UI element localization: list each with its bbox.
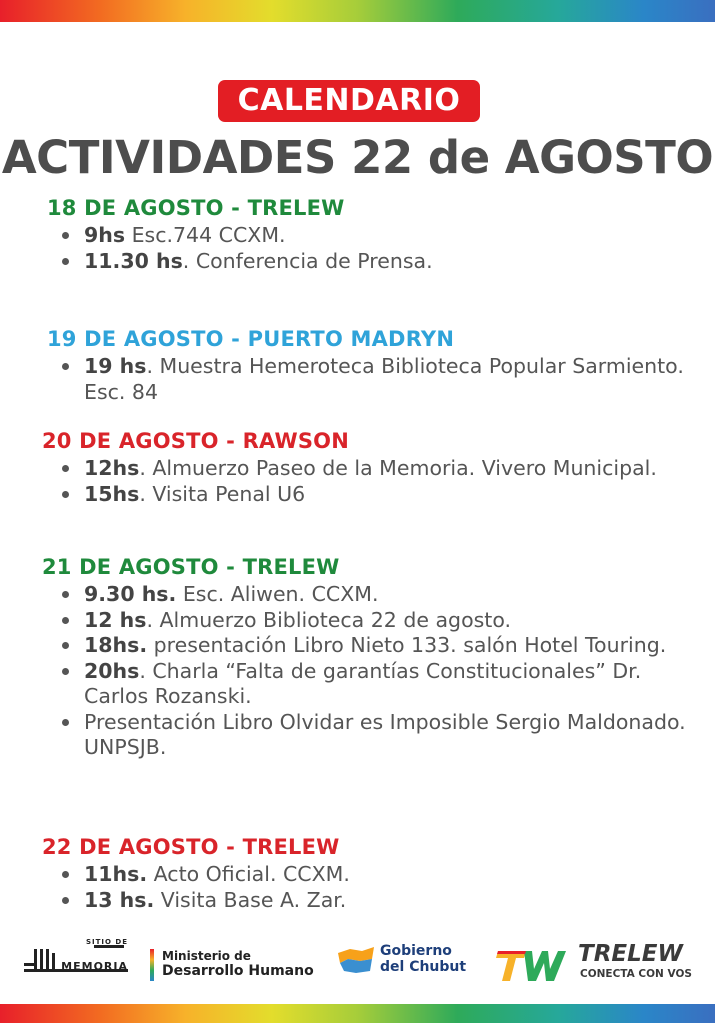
top-rainbow-bar [0, 0, 715, 22]
activity-text: . Charla “Falta de garantías Constitucionales” Dr. Carlos Rozanski. [84, 658, 642, 708]
day-title: 19 DE AGOSTO - PUERTO MADRYN [47, 327, 455, 351]
calendar-badge: CALENDARIO [218, 80, 480, 122]
bottom-rainbow-bar [0, 1004, 715, 1023]
page-title: ACTIVIDADES 22 de AGOSTO [1, 131, 714, 184]
activity-text: Acto Oficial. CCXM. [147, 862, 350, 886]
list-item [0, 888, 715, 914]
sponsor-logos [0, 935, 715, 995]
list-item [0, 582, 715, 608]
activity-time: 11hs. [84, 862, 148, 886]
day-section-20 [0, 428, 715, 507]
day-title: 20 DE AGOSTO - RAWSON [42, 429, 349, 453]
activity-text: Esc.744 CCXM. [125, 223, 286, 247]
activity-text: . Almuerzo Biblioteca 22 de agosto. [146, 607, 512, 632]
bullet-icon [62, 232, 69, 239]
activity-time: 20hs [84, 658, 140, 683]
bullet-icon [62, 871, 69, 878]
activity-list [0, 582, 715, 761]
ministerio-line2: Desarrollo Humano [162, 963, 314, 979]
activity-time: 12hs [84, 456, 140, 480]
list-item [0, 249, 715, 275]
chubut-line1: Gobierno [380, 943, 452, 959]
activity-list [0, 354, 715, 405]
bullet-icon [62, 617, 69, 624]
day-title: 21 DE AGOSTO - TRELEW [42, 555, 340, 579]
activity-text: presentación Libro Nieto 133. salón Hotel Touring. [147, 633, 667, 657]
bullet-icon [62, 668, 69, 675]
chubut-line2: del Chubut [380, 959, 467, 975]
activity-time: 18hs. [84, 633, 148, 657]
list-item [0, 482, 715, 508]
activity-time: 15hs [84, 481, 140, 506]
bullet-icon [62, 491, 69, 498]
bullet-icon [62, 591, 69, 598]
activity-time: 11.30 hs [84, 248, 183, 273]
day-section-22 [0, 834, 715, 913]
activity-text: . Visita Penal U6 [139, 481, 306, 506]
trelew-name: TRELEW [578, 941, 683, 967]
day-section-18 [0, 195, 715, 274]
activity-text: Presentación Libro Olvidar es Imposible Sergio Maldonado. UNPSJB. [84, 709, 686, 759]
ministerio-bar-icon [150, 949, 154, 981]
activity-time: 9hs [84, 223, 126, 247]
trelew-tw-icon [496, 945, 568, 985]
bullet-icon [62, 719, 69, 726]
bullet-icon [62, 465, 69, 472]
activity-text: . Almuerzo Paseo de la Memoria. Vivero Municipal. [139, 456, 657, 480]
activity-list [0, 862, 715, 913]
list-item [0, 862, 715, 888]
activity-time: 19 hs [84, 354, 147, 378]
list-item [0, 223, 715, 249]
memoria-label: SITIO DE MEMORIA [61, 938, 128, 973]
activity-list [0, 456, 715, 507]
activity-list [0, 223, 715, 274]
activity-time: 13 hs. [84, 887, 155, 912]
list-item [0, 354, 715, 405]
bullet-icon [62, 897, 69, 904]
activity-text: Visita Base A. Zar. [154, 887, 347, 912]
ministerio-line1: Ministerio de [162, 949, 251, 963]
list-item [0, 633, 715, 659]
bullet-icon [62, 258, 69, 265]
day-section-21 [0, 554, 715, 761]
list-item [0, 608, 715, 634]
list-item [0, 710, 715, 761]
day-section-19 [0, 326, 715, 405]
bullet-icon [62, 363, 69, 370]
list-item [0, 456, 715, 482]
activity-time: 12 hs [84, 607, 147, 632]
day-title: 22 DE AGOSTO - TRELEW [42, 835, 340, 859]
activity-text: Esc. Aliwen. CCXM. [176, 582, 379, 606]
activity-text: . Muestra Hemeroteca Biblioteca Popular Sarmiento. Esc. 84 [84, 354, 684, 404]
list-item [0, 659, 715, 710]
chubut-map-icon [336, 945, 376, 975]
trelew-tagline: CONECTA CON VOS [580, 968, 692, 980]
day-title: 18 DE AGOSTO - TRELEW [47, 196, 345, 220]
activity-time: 9.30 hs. [84, 582, 177, 606]
bullet-icon [62, 642, 69, 649]
activity-text: . Conferencia de Prensa. [182, 248, 433, 273]
